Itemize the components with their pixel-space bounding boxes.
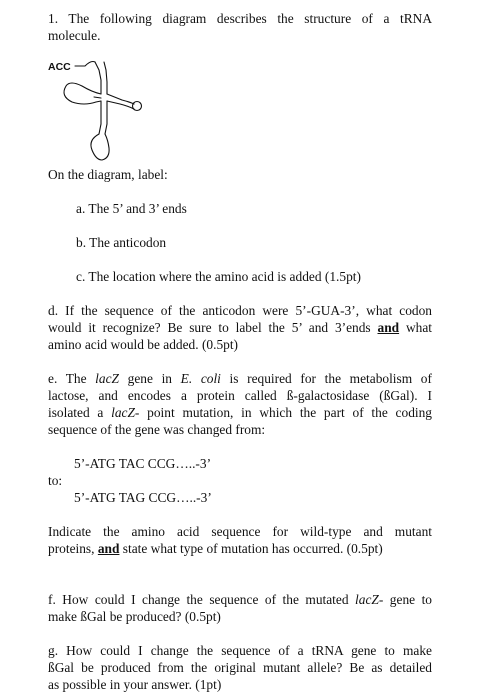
part-f-line2: make ßGal be produced? (0.5pt) [48, 609, 221, 624]
sequence-wild-type: 5’-ATG TAC CCG…..-3’ [74, 456, 212, 471]
part-g-line3: as possible in your answer. (1pt) [48, 677, 222, 692]
part-e-line6: proteins, and state what type of mutation has occurred. (0.5pt) [48, 541, 383, 556]
question-1-text-cont: molecule. [48, 28, 101, 43]
part-e-line2: lactose, and encodes a protein called ß-galactosidase (ßGal). I [48, 388, 432, 403]
part-e-line1: e. The lacZ gene in E. coli is required for the metabolism of [48, 371, 432, 386]
part-d-line2: would it recognize? Be sure to label the 5’ and 3’ends and what [48, 320, 432, 335]
part-d-line3: amino acid would be added. (0.5pt) [48, 337, 239, 352]
part-g-line2: ßGal be produced from the original mutant allele? Be as detailed [48, 660, 432, 675]
question-1-text: 1. The following diagram describes the structure of a tRNA [48, 11, 432, 26]
part-e-line3: isolated a lacZ- point mutation, in which the part of the coding [48, 405, 432, 420]
sequence-to-label: to: [48, 473, 63, 488]
part-f-line1: f. How could I change the sequence of the mutated lacZ- gene to [48, 592, 433, 607]
part-g-line1: g. How could I change the sequence of a tRNA gene to make [48, 643, 432, 658]
part-e-line4: sequence of the gene was changed from: [48, 422, 266, 437]
part-c: c. The location where the amino acid is added (1.5pt) [76, 269, 361, 284]
part-a: a. The 5’ and 3’ ends [76, 201, 187, 216]
sequence-mutant: 5’-ATG TAG CCG…..-3’ [74, 490, 212, 505]
part-d-line1: d. If the sequence of the anticodon were 5’-GUA-3’, what codon [48, 303, 432, 318]
part-b: b. The anticodon [76, 235, 167, 250]
part-e-line5: Indicate the amino acid sequence for wild-type and mutant [48, 524, 432, 539]
diagram-label-acc: ACC [48, 61, 71, 73]
label-instruction: On the diagram, label: [48, 167, 168, 182]
